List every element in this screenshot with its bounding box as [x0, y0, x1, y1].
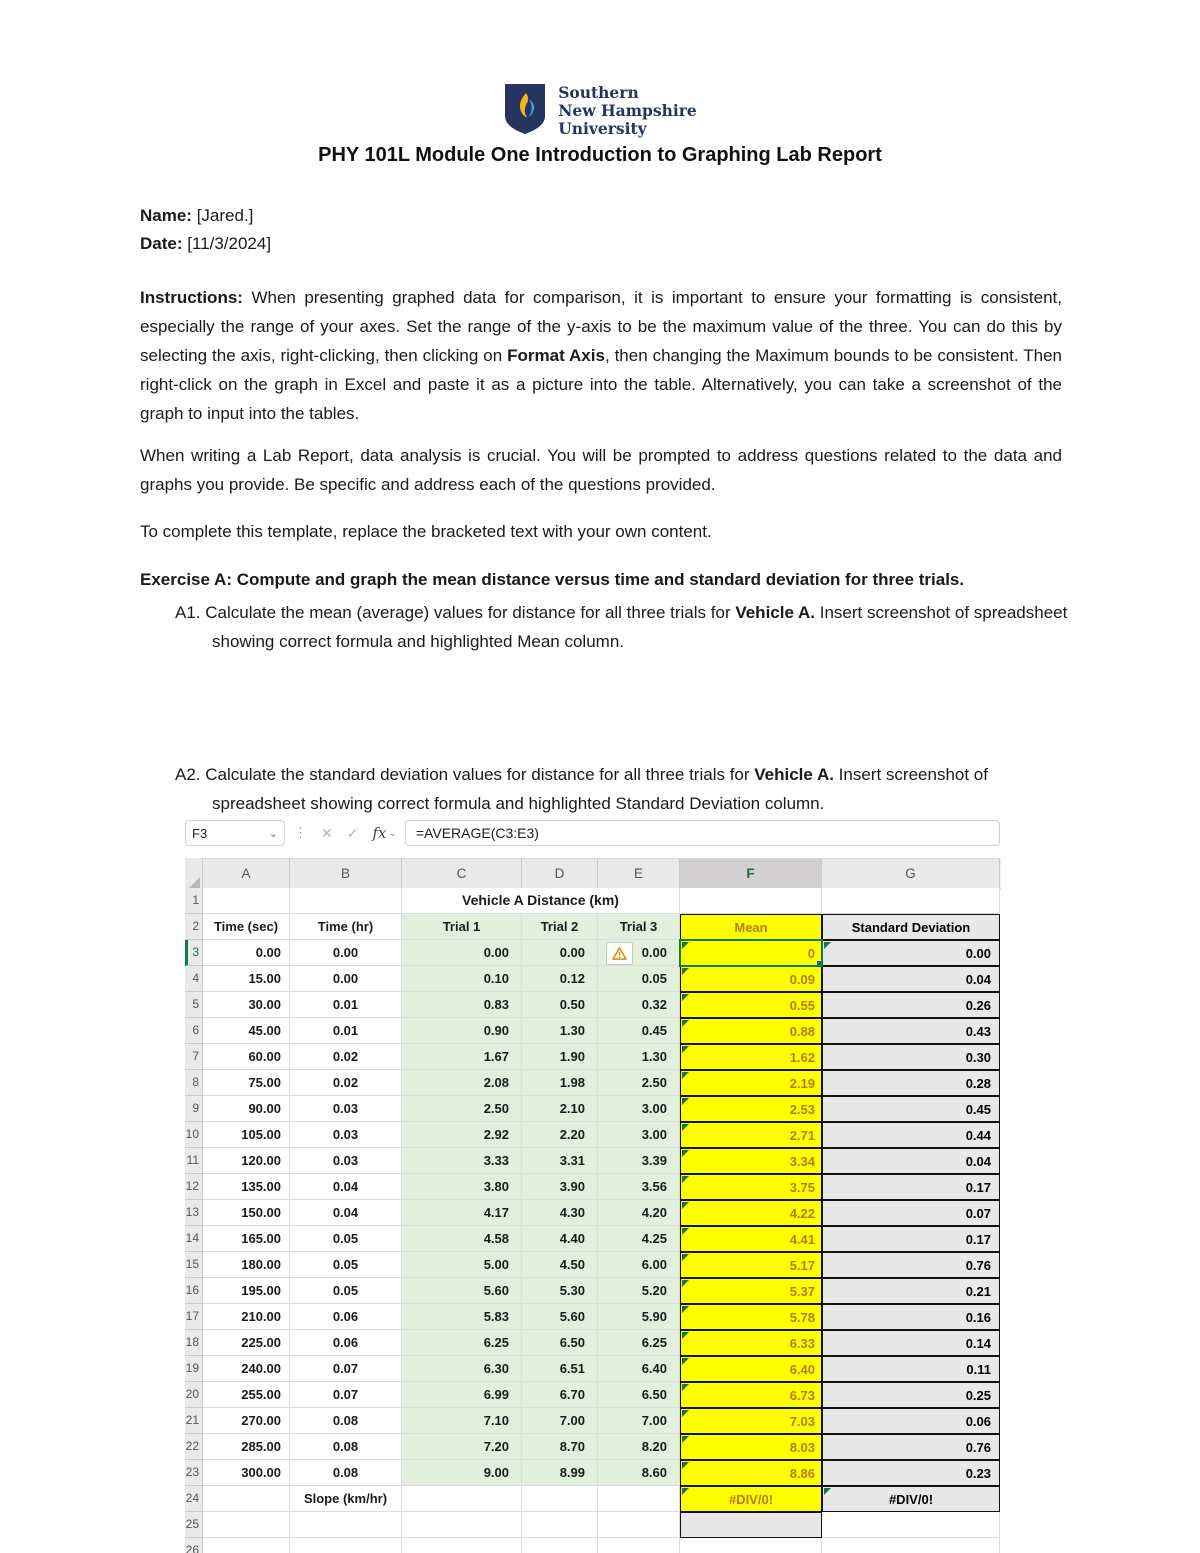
- item-a2: A2. Calculate the standard deviation values for distance for all three trials for Vehicle A. Insert screenshot of spreadsheet showing correct formula and highlighted Standard Deviation column.: [175, 765, 988, 813]
- cell-trial3[interactable]: 3.00: [598, 1096, 680, 1122]
- sheet-data-row: [185, 1018, 1000, 1044]
- cell-sd[interactable]: 0.17: [822, 1226, 1000, 1252]
- cell-time-hr[interactable]: 0.03: [290, 1148, 402, 1174]
- error-flag-icon: [682, 1436, 689, 1443]
- row-number[interactable]: 25: [185, 1512, 203, 1538]
- cell-sd[interactable]: 0.16: [822, 1304, 1000, 1330]
- cell-mean[interactable]: 2.19: [680, 1070, 822, 1096]
- cell-time-sec[interactable]: 225.00: [203, 1330, 290, 1356]
- cell[interactable]: [680, 888, 822, 914]
- cell[interactable]: [402, 1512, 522, 1538]
- sheet-data-row: [185, 1122, 1000, 1148]
- sheet-data-row: [185, 1278, 1000, 1304]
- cell[interactable]: [598, 1512, 680, 1538]
- cell-mean[interactable]: 6.73: [680, 1382, 822, 1408]
- cell-sd[interactable]: 0.28: [822, 1070, 1000, 1096]
- cell-mean[interactable]: 7.03: [680, 1408, 822, 1434]
- cell-time-sec[interactable]: 240.00: [203, 1356, 290, 1382]
- row-number[interactable]: 7: [185, 1044, 203, 1070]
- cell[interactable]: [680, 1538, 822, 1553]
- cell[interactable]: [203, 1538, 290, 1553]
- cell-trial1[interactable]: 0.00: [402, 940, 522, 966]
- cell-trial3[interactable]: 4.25: [598, 1226, 680, 1252]
- cell-trial3[interactable]: 8.60: [598, 1460, 680, 1486]
- cancel-icon[interactable]: ✕: [321, 824, 333, 841]
- cell-mean[interactable]: 6.33: [680, 1330, 822, 1356]
- cell-time-hr[interactable]: 0.08: [290, 1434, 402, 1460]
- cell[interactable]: [203, 1486, 290, 1512]
- cell-trial3[interactable]: 5.20: [598, 1278, 680, 1304]
- cell-trial2[interactable]: 0.00: [522, 940, 598, 966]
- cell-time-sec[interactable]: 60.00: [203, 1044, 290, 1070]
- university-logo: [0, 82, 1200, 141]
- cell-trial1[interactable]: 7.10: [402, 1408, 522, 1434]
- cell-sd[interactable]: 0.14: [822, 1330, 1000, 1356]
- cell-trial3[interactable]: 0.05: [598, 966, 680, 992]
- cell[interactable]: [203, 888, 290, 914]
- cell-time-sec[interactable]: 75.00: [203, 1070, 290, 1096]
- error-flag-icon: [682, 1254, 689, 1261]
- cell[interactable]: [290, 888, 402, 914]
- cell-time-hr[interactable]: 0.06: [290, 1330, 402, 1356]
- cell-trial1[interactable]: 6.30: [402, 1356, 522, 1382]
- cell[interactable]: [290, 1512, 402, 1538]
- cell-time-hr[interactable]: 0.06: [290, 1304, 402, 1330]
- cell-trial2[interactable]: 4.40: [522, 1226, 598, 1252]
- name-line: Name: [Jared.]: [140, 206, 254, 225]
- sheet-data-row: [185, 1460, 1000, 1486]
- row-number[interactable]: 23: [185, 1460, 203, 1486]
- cell[interactable]: [598, 1538, 680, 1553]
- sheet-data-row: [185, 1200, 1000, 1226]
- cell[interactable]: [290, 1538, 402, 1553]
- cell-trial1[interactable]: 7.20: [402, 1434, 522, 1460]
- col-header-e[interactable]: E: [598, 858, 680, 891]
- cell-trial2[interactable]: 1.98: [522, 1070, 598, 1096]
- formula-input[interactable]: =AVERAGE(C3:E3): [405, 820, 1000, 846]
- shield-logo-icon: [503, 82, 547, 141]
- row-number[interactable]: 2: [185, 914, 203, 940]
- enter-icon[interactable]: ✓: [346, 824, 359, 841]
- cell-sd[interactable]: 0.00: [822, 940, 1000, 966]
- cell-mean[interactable]: 4.22: [680, 1200, 822, 1226]
- row-number[interactable]: 16: [185, 1278, 203, 1304]
- sheet-row-24: [185, 1486, 1000, 1512]
- cell-reference: F3: [192, 825, 208, 841]
- sheet-title-cell[interactable]: Vehicle A Distance (km): [402, 888, 680, 914]
- cell-sd[interactable]: 0.25: [822, 1382, 1000, 1408]
- col-header-stub: [1000, 858, 1001, 889]
- spreadsheet-screenshot: [185, 818, 1001, 1553]
- chevron-down-icon[interactable]: ⌄: [268, 827, 278, 840]
- cell-time-sec[interactable]: 270.00: [203, 1408, 290, 1434]
- cell-trial3[interactable]: 0.32: [598, 992, 680, 1018]
- error-flag-icon: [682, 1176, 689, 1183]
- error-flag-icon: [824, 942, 831, 949]
- sheet-row-25: [185, 1512, 1000, 1538]
- header-time-hr[interactable]: Time (hr): [290, 914, 402, 940]
- cell-mean[interactable]: 0.88: [680, 1018, 822, 1044]
- error-flag-icon: [682, 1150, 689, 1157]
- cell-time-sec[interactable]: 30.00: [203, 992, 290, 1018]
- error-flag-icon: [682, 942, 689, 949]
- slope-label-cell[interactable]: Slope (km/hr): [290, 1486, 402, 1512]
- date-line: Date: [11/3/2024]: [140, 234, 272, 253]
- cell-trial2[interactable]: 8.99: [522, 1460, 598, 1486]
- cell-time-sec[interactable]: 195.00: [203, 1278, 290, 1304]
- cell-trial2[interactable]: 0.50: [522, 992, 598, 1018]
- sheet-row-26: [185, 1538, 1000, 1553]
- error-flag-icon: [682, 1462, 689, 1469]
- cell-sd[interactable]: 0.23: [822, 1460, 1000, 1486]
- cell-sd[interactable]: 0.30: [822, 1044, 1000, 1070]
- sheet-data-row: [185, 992, 1000, 1018]
- error-flag-icon: [682, 1124, 689, 1131]
- cell-trial3[interactable]: 8.20: [598, 1434, 680, 1460]
- cell-trial3[interactable]: 6.00: [598, 1252, 680, 1278]
- cell-trial2[interactable]: 4.50: [522, 1252, 598, 1278]
- cell-time-sec[interactable]: 90.00: [203, 1096, 290, 1122]
- chevron-down-icon[interactable]: ⌄: [388, 827, 397, 839]
- error-flag-icon: [682, 1020, 689, 1027]
- slope-mean-cell[interactable]: #DIV/0!: [680, 1486, 822, 1512]
- cell-trial3[interactable]: 3.39: [598, 1148, 680, 1174]
- col-header-b[interactable]: B: [290, 858, 402, 891]
- cell-trial1[interactable]: 0.10: [402, 966, 522, 992]
- cell-mean[interactable]: 5.17: [680, 1252, 822, 1278]
- cell-sd[interactable]: 0.21: [822, 1278, 1000, 1304]
- cell-trial3[interactable]: 0.00: [598, 940, 680, 966]
- cell-sd[interactable]: 0.76: [822, 1252, 1000, 1278]
- cell-trial1[interactable]: 5.60: [402, 1278, 522, 1304]
- cell[interactable]: [522, 1512, 598, 1538]
- cell-trial2[interactable]: 3.31: [522, 1148, 598, 1174]
- cell-time-hr[interactable]: 0.02: [290, 1070, 402, 1096]
- cell-time-sec[interactable]: 285.00: [203, 1434, 290, 1460]
- cell[interactable]: [822, 888, 1000, 914]
- row-number[interactable]: 4: [185, 966, 203, 992]
- cell-mean[interactable]: 5.37: [680, 1278, 822, 1304]
- cell-trial2[interactable]: 3.90: [522, 1174, 598, 1200]
- cell-time-hr[interactable]: 0.08: [290, 1460, 402, 1486]
- cell-time-sec[interactable]: 165.00: [203, 1226, 290, 1252]
- cell-trial1[interactable]: 9.00: [402, 1460, 522, 1486]
- row-number[interactable]: 10: [185, 1122, 203, 1148]
- cell-mean[interactable]: 1.62: [680, 1044, 822, 1070]
- row-number[interactable]: 17: [185, 1304, 203, 1330]
- cell[interactable]: [822, 1512, 1000, 1538]
- cell-time-sec[interactable]: 15.00: [203, 966, 290, 992]
- cell[interactable]: [402, 1538, 522, 1553]
- cell[interactable]: [598, 1486, 680, 1512]
- sheet-data-row: [185, 1408, 1000, 1434]
- sheet-data-row: [185, 940, 1000, 966]
- cell-mean[interactable]: 8.03: [680, 1434, 822, 1460]
- row-number[interactable]: 14: [185, 1226, 203, 1252]
- template-note: To complete this template, replace the bracketed text with your own content.: [140, 522, 712, 541]
- cell-time-sec[interactable]: 255.00: [203, 1382, 290, 1408]
- row-number[interactable]: 19: [185, 1356, 203, 1382]
- sheet-rows: [185, 888, 1000, 1553]
- cell-sd[interactable]: 0.43: [822, 1018, 1000, 1044]
- cell-time-sec[interactable]: 120.00: [203, 1148, 290, 1174]
- cell-trial1[interactable]: 0.90: [402, 1018, 522, 1044]
- cell-trial3[interactable]: 5.90: [598, 1304, 680, 1330]
- page-title: PHY 101L Module One Introduction to Graphing Lab Report: [318, 144, 882, 166]
- cell-mean[interactable]: 0.09: [680, 966, 822, 992]
- sheet-data-row: [185, 1174, 1000, 1200]
- cell-time-hr[interactable]: 0.07: [290, 1382, 402, 1408]
- cell-time-hr[interactable]: 0.08: [290, 1408, 402, 1434]
- name-date-block: [140, 202, 271, 258]
- error-flag-icon: [682, 1358, 689, 1365]
- cell-trial1[interactable]: 4.58: [402, 1226, 522, 1252]
- row-number[interactable]: 1: [185, 888, 203, 914]
- cell-time-sec[interactable]: 300.00: [203, 1460, 290, 1486]
- cell-time-hr[interactable]: 0.00: [290, 966, 402, 992]
- row-number[interactable]: 24: [185, 1486, 203, 1512]
- header-trial2[interactable]: Trial 2: [522, 914, 598, 940]
- error-flag-icon: [824, 1488, 831, 1495]
- cell-mean[interactable]: 3.34: [680, 1148, 822, 1174]
- logo-text: Southern New Hampshire University: [558, 83, 697, 138]
- cell-time-sec[interactable]: 180.00: [203, 1252, 290, 1278]
- select-all-corner[interactable]: [185, 858, 203, 891]
- cell-time-hr[interactable]: 0.05: [290, 1278, 402, 1304]
- header-mean[interactable]: Mean: [680, 914, 822, 940]
- sheet-data-row: [185, 966, 1000, 992]
- cell-trial3[interactable]: 3.56: [598, 1174, 680, 1200]
- cell-trial2[interactable]: 8.70: [522, 1434, 598, 1460]
- col-header-c[interactable]: C: [402, 858, 522, 891]
- error-flag-icon: [682, 1332, 689, 1339]
- cell-time-sec[interactable]: 210.00: [203, 1304, 290, 1330]
- cell[interactable]: [822, 1538, 1000, 1553]
- cell-sd[interactable]: 0.17: [822, 1174, 1000, 1200]
- cell-mean[interactable]: 2.53: [680, 1096, 822, 1122]
- cell-trial2[interactable]: 1.90: [522, 1044, 598, 1070]
- analysis-paragraph: When writing a Lab Report, data analysis is crucial. You will be prompted to address questions related to the data and graphs you provide. Be specific and address each of the questions provided.: [140, 446, 1062, 494]
- name-box[interactable]: [185, 820, 285, 846]
- cell-mean[interactable]: 0: [680, 940, 822, 966]
- sheet-data-row: [185, 1304, 1000, 1330]
- cell-sd[interactable]: 0.26: [822, 992, 1000, 1018]
- cell-sd[interactable]: 0.04: [822, 1148, 1000, 1174]
- sheet-data-row: [185, 1382, 1000, 1408]
- cell-trial1[interactable]: 2.50: [402, 1096, 522, 1122]
- cell-time-sec[interactable]: 0.00: [203, 940, 290, 966]
- cell-trial3[interactable]: 6.25: [598, 1330, 680, 1356]
- error-flag-icon: [682, 1488, 689, 1495]
- sheet-row-1: [185, 888, 1000, 914]
- cell-trial2[interactable]: 1.30: [522, 1018, 598, 1044]
- cell-time-hr[interactable]: 0.04: [290, 1200, 402, 1226]
- error-flag-icon: [682, 1072, 689, 1079]
- cell-mean[interactable]: 0.55: [680, 992, 822, 1018]
- cell-trial2[interactable]: 0.12: [522, 966, 598, 992]
- row-number[interactable]: 11: [185, 1148, 203, 1174]
- cell-trial1[interactable]: 3.80: [402, 1174, 522, 1200]
- error-flag-icon: [682, 1410, 689, 1417]
- cell-time-hr[interactable]: 0.03: [290, 1096, 402, 1122]
- cell-time-hr[interactable]: 0.05: [290, 1252, 402, 1278]
- col-header-g[interactable]: G: [822, 858, 1000, 891]
- col-header-f-selected[interactable]: F: [680, 858, 822, 891]
- cell-trial1[interactable]: 6.25: [402, 1330, 522, 1356]
- sheet-data-row: [185, 1356, 1000, 1382]
- column-header-strip: [185, 858, 1000, 888]
- cell-trial3[interactable]: 2.50: [598, 1070, 680, 1096]
- cell-sd[interactable]: 0.11: [822, 1356, 1000, 1382]
- cell-sd[interactable]: 0.04: [822, 966, 1000, 992]
- fill-handle[interactable]: [816, 960, 822, 966]
- sheet-data-row: [185, 1226, 1000, 1252]
- cell-trial3[interactable]: 6.50: [598, 1382, 680, 1408]
- cell-trial2[interactable]: 2.10: [522, 1096, 598, 1122]
- cell-mean[interactable]: 2.71: [680, 1122, 822, 1148]
- cell-time-hr[interactable]: 0.02: [290, 1044, 402, 1070]
- cell-trial1[interactable]: 2.92: [402, 1122, 522, 1148]
- cell-time-sec[interactable]: 45.00: [203, 1018, 290, 1044]
- cell-trial1[interactable]: 5.00: [402, 1252, 522, 1278]
- cell-mean[interactable]: 6.40: [680, 1356, 822, 1382]
- cell-sd[interactable]: 0.07: [822, 1200, 1000, 1226]
- header-trial3[interactable]: Trial 3: [598, 914, 680, 940]
- sheet-data-row: [185, 1148, 1000, 1174]
- error-flag-icon: [682, 1098, 689, 1105]
- cell-trial1[interactable]: 3.33: [402, 1148, 522, 1174]
- slope-sd-cell[interactable]: #DIV/0!: [822, 1486, 1000, 1512]
- cell-time-hr[interactable]: 0.00: [290, 940, 402, 966]
- separator-dots-icon: ⋮: [294, 825, 307, 840]
- sheet-data-row: [185, 1434, 1000, 1460]
- cell-trial2[interactable]: 6.70: [522, 1382, 598, 1408]
- error-flag-icon: [682, 1384, 689, 1391]
- error-flag-icon: [682, 1046, 689, 1053]
- cell-time-sec[interactable]: 150.00: [203, 1200, 290, 1226]
- cell-trial1[interactable]: 4.17: [402, 1200, 522, 1226]
- error-flag-icon: [682, 1228, 689, 1235]
- error-flag-icon: [682, 1280, 689, 1287]
- cell[interactable]: [402, 1486, 522, 1512]
- row-number[interactable]: 21: [185, 1408, 203, 1434]
- cell-trial3[interactable]: 1.30: [598, 1044, 680, 1070]
- col-header-a[interactable]: A: [203, 858, 290, 891]
- row-number[interactable]: 18: [185, 1330, 203, 1356]
- cell[interactable]: [680, 1512, 822, 1538]
- cell-time-hr[interactable]: 0.07: [290, 1356, 402, 1382]
- cell[interactable]: [522, 1486, 598, 1512]
- error-flag-icon: [682, 994, 689, 1001]
- error-flag-icon: [682, 1306, 689, 1313]
- cell-time-hr[interactable]: 0.04: [290, 1174, 402, 1200]
- col-header-d[interactable]: D: [522, 858, 598, 891]
- cell-trial2[interactable]: 4.30: [522, 1200, 598, 1226]
- row-number[interactable]: 5: [185, 992, 203, 1018]
- error-flag-icon: [682, 968, 689, 975]
- cell-trial2[interactable]: 7.00: [522, 1408, 598, 1434]
- row-number[interactable]: 13: [185, 1200, 203, 1226]
- cell-mean[interactable]: 8.86: [680, 1460, 822, 1486]
- cell-trial1[interactable]: 0.83: [402, 992, 522, 1018]
- row-number[interactable]: 22: [185, 1434, 203, 1460]
- sheet-data-row: [185, 1096, 1000, 1122]
- sheet-data-row: [185, 1330, 1000, 1356]
- cell-trial3[interactable]: 3.00: [598, 1122, 680, 1148]
- cell-trial3[interactable]: 4.20: [598, 1200, 680, 1226]
- sheet-row-2: [185, 914, 1000, 940]
- warning-icon[interactable]: [606, 942, 633, 965]
- cell-sd[interactable]: 0.44: [822, 1122, 1000, 1148]
- cell-trial2[interactable]: 5.60: [522, 1304, 598, 1330]
- row-number[interactable]: 26: [185, 1538, 203, 1553]
- cell-trial3[interactable]: 6.40: [598, 1356, 680, 1382]
- cell-time-sec[interactable]: 135.00: [203, 1174, 290, 1200]
- cell-time-hr[interactable]: 0.01: [290, 992, 402, 1018]
- exercise-a-heading: Exercise A: Compute and graph the mean distance versus time and standard deviation for three trials.: [140, 570, 965, 589]
- row-number[interactable]: 8: [185, 1070, 203, 1096]
- error-flag-icon: [682, 1202, 689, 1209]
- sheet-data-row: [185, 1044, 1000, 1070]
- cell-time-hr[interactable]: 0.01: [290, 1018, 402, 1044]
- header-trial1[interactable]: Trial 1: [402, 914, 522, 940]
- cell-time-hr[interactable]: 0.05: [290, 1226, 402, 1252]
- row-number[interactable]: 6: [185, 1018, 203, 1044]
- item-a1: A1. Calculate the mean (average) values for distance for all three trials for Vehicle A. Insert screenshot of spreadsheet showing correct formula and highlighted Mean column.: [175, 603, 1068, 651]
- data-rows: [185, 940, 1000, 1486]
- row-number[interactable]: 20: [185, 1382, 203, 1408]
- instructions-paragraph: Instructions: When presenting graphed data for comparison, it is important to ensure your formatting is consistent, especially the range of your axes. Set the range of the y-axis to be the maximum value of the three. You can do this by selecting the axis, right-clicking, then clicking on Format Axis, then changing the Maximum bounds to be consistent. Then right-click on the graph in Excel and paste it as a picture into the table. Alternatively, you can take a screenshot of the graph to input into the tables.: [140, 288, 1062, 423]
- row-number[interactable]: 12: [185, 1174, 203, 1200]
- cell-trial1[interactable]: 5.83: [402, 1304, 522, 1330]
- sheet-data-row: [185, 1070, 1000, 1096]
- row-number[interactable]: 3: [185, 940, 203, 966]
- formula-bar: [185, 818, 1000, 848]
- cell[interactable]: [522, 1538, 598, 1553]
- cell-mean[interactable]: 3.75: [680, 1174, 822, 1200]
- cell-trial1[interactable]: 2.08: [402, 1070, 522, 1096]
- row-number[interactable]: 9: [185, 1096, 203, 1122]
- cell-trial3[interactable]: 0.45: [598, 1018, 680, 1044]
- cell-trial3[interactable]: 7.00: [598, 1408, 680, 1434]
- row-number[interactable]: 15: [185, 1252, 203, 1278]
- cell-trial2[interactable]: 5.30: [522, 1278, 598, 1304]
- cell-time-hr[interactable]: 0.03: [290, 1122, 402, 1148]
- cell-time-sec[interactable]: 105.00: [203, 1122, 290, 1148]
- cell-trial2[interactable]: 6.50: [522, 1330, 598, 1356]
- insert-function-icon[interactable]: fx: [372, 824, 387, 842]
- cell[interactable]: [203, 1512, 290, 1538]
- cell-trial2[interactable]: 6.51: [522, 1356, 598, 1382]
- cell-trial1[interactable]: 6.99: [402, 1382, 522, 1408]
- sheet-data-row: [185, 1252, 1000, 1278]
- cell-trial1[interactable]: 1.67: [402, 1044, 522, 1070]
- cell-sd[interactable]: 0.45: [822, 1096, 1000, 1122]
- cell-mean[interactable]: 5.78: [680, 1304, 822, 1330]
- cell-sd[interactable]: 0.76: [822, 1434, 1000, 1460]
- cell-trial2[interactable]: 2.20: [522, 1122, 598, 1148]
- header-std-dev[interactable]: Standard Deviation: [822, 914, 1000, 940]
- cell-mean[interactable]: 4.41: [680, 1226, 822, 1252]
- cell-sd[interactable]: 0.06: [822, 1408, 1000, 1434]
- header-time-sec[interactable]: Time (sec): [203, 914, 290, 940]
